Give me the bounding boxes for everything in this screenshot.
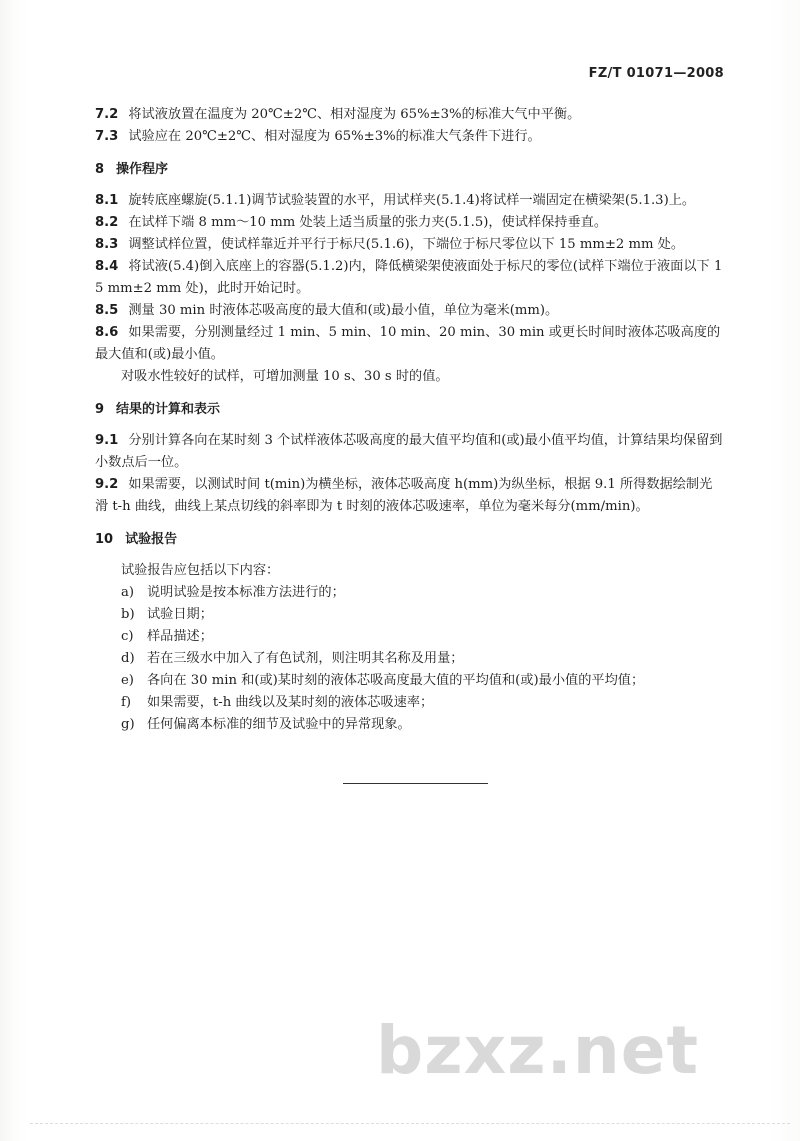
list-item [95, 604, 725, 626]
section-title: 结果的计算和表示 [116, 402, 221, 417]
clause-number: 8.6 [95, 325, 119, 340]
list-marker: e) [121, 673, 134, 688]
clause-9-1 [95, 430, 725, 474]
clause-number: 7.3 [95, 129, 119, 144]
list-item [95, 670, 725, 692]
clause-text: 调整试样位置，使试样靠近并平行于标尺(5.1.6)，下端位于标尺零位以下 15 mm±2 mm 处。 [128, 237, 685, 252]
section-number: 9 [95, 402, 105, 417]
section-number: 10 [95, 532, 114, 547]
clause-number: 8.2 [95, 215, 119, 230]
report-intro: 试验报告应包括以下内容： [121, 563, 280, 578]
list-marker: c) [121, 629, 134, 644]
clause-text: 测量 30 min 时液体芯吸高度的最大值和(或)最小值，单位为毫米(mm)。 [128, 303, 559, 318]
list-text: 各向在 30 min 和(或)某时刻的液体芯吸高度最大值的平均值和(或)最小值的平均值； [147, 673, 645, 688]
list-text: 如果需要，t-h 曲线以及某时刻的液体芯吸速率； [147, 695, 434, 710]
clause-8-2 [95, 212, 725, 234]
watermark-text: bzxz.net [376, 1012, 700, 1089]
clause-text: 试验应在 20℃±2℃、相对湿度为 65%±3%的标准大气条件下进行。 [128, 129, 541, 144]
clause-text: 如果需要，以测试时间 t(min)为横坐标，液体芯吸高度 h(mm)为纵坐标，根据 9.1 所得数据绘制光滑 t-h 曲线，曲线上某点切线的斜率即为 t 时刻的液体芯吸速率，单位为毫米每分(mm/min)。 [95, 477, 713, 514]
clause-number: 8.3 [95, 237, 119, 252]
list-text: 若在三级水中加入了有色试剂，则注明其名称及用量； [147, 651, 464, 666]
section-number: 8 [95, 162, 105, 177]
list-marker: g) [121, 717, 135, 732]
clause-number: 9.2 [95, 477, 119, 492]
end-of-document-rule [343, 783, 488, 784]
clause-8-6 [95, 322, 725, 366]
clause-8-6-note: 对吸水性较好的试样，可增加测量 10 s、30 s 时的值。 [121, 369, 449, 384]
list-marker: a) [121, 585, 135, 600]
list-text: 试验日期； [147, 607, 213, 622]
clause-text: 将试液放置在温度为 20℃±2℃、相对湿度为 65%±3%的标准大气中平衡。 [128, 107, 581, 122]
list-marker: d) [121, 651, 135, 666]
clause-8-5 [95, 300, 725, 322]
section-heading-8 [95, 159, 725, 181]
section-title: 操作程序 [116, 162, 169, 177]
clause-7-3 [95, 126, 725, 148]
scan-edge-artifact [30, 1123, 790, 1126]
clause-number: 9.1 [95, 433, 119, 448]
list-text: 说明试验是按本标准方法进行的； [147, 585, 345, 600]
section-heading-9 [95, 399, 725, 421]
clause-7-2 [95, 104, 725, 126]
document-body [95, 104, 725, 736]
clause-8-4 [95, 256, 725, 300]
clause-8-1 [95, 190, 725, 212]
clause-8-3 [95, 234, 725, 256]
list-item [95, 692, 725, 714]
list-item [95, 648, 725, 670]
list-item [95, 626, 725, 648]
clause-number: 7.2 [95, 107, 119, 122]
list-marker: b) [121, 607, 135, 622]
clause-text: 如果需要，分别测量经过 1 min、5 min、10 min、20 min、30 min 或更长时间时液体芯吸高度的最大值和(或)最小值。 [95, 325, 721, 362]
list-marker: f) [121, 695, 132, 710]
list-text: 任何偏离本标准的细节及试验中的异常现象。 [147, 717, 411, 732]
clause-text: 将试液(5.4)倒入底座上的容器(5.1.2)内，降低横梁架使液面处于标尺的零位(试样下端位于液面以下 15 mm±2 mm 处)，此时开始记时。 [95, 259, 723, 296]
list-item [95, 714, 725, 736]
list-text: 样品描述； [147, 629, 213, 644]
section-title: 试验报告 [125, 532, 178, 547]
section-heading-10 [95, 529, 725, 551]
clause-number: 8.5 [95, 303, 119, 318]
clause-text: 在试样下端 8 mm～10 mm 处装上适当质量的张力夹(5.1.5)，使试样保持垂直。 [128, 215, 608, 230]
clause-text: 旋转底座螺旋(5.1.1)调节试验装置的水平，用试样夹(5.1.4)将试样一端固定在横梁架(5.1.3)上。 [128, 193, 696, 208]
list-item [95, 582, 725, 604]
clause-9-2 [95, 474, 725, 518]
clause-number: 8.4 [95, 259, 119, 274]
clause-number: 8.1 [95, 193, 119, 208]
clause-text: 分别计算各向在某时刻 3 个试样液体芯吸高度的最大值平均值和(或)最小值平均值，计算结果均保留到小数点后一位。 [95, 433, 723, 470]
standard-code: FZ/T 01071—2008 [588, 66, 724, 81]
